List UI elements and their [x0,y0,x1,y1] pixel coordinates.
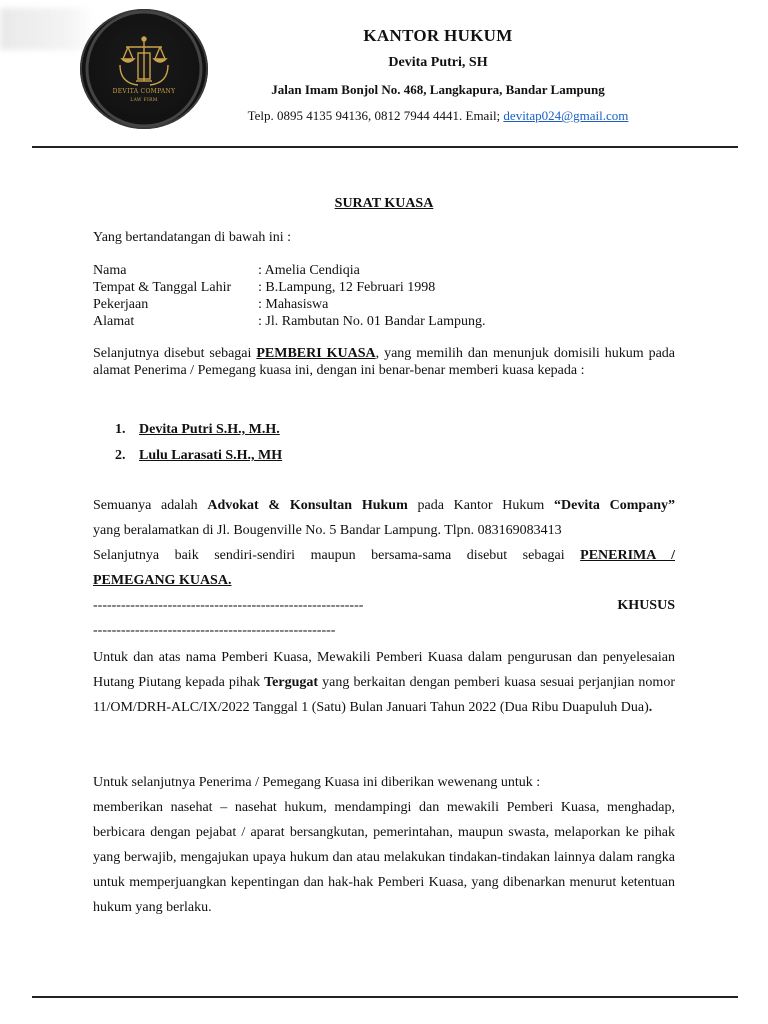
list-item [115,422,282,448]
list-number: 2. [115,448,126,463]
p2-text-b: pada Kantor Hukum [407,498,555,513]
letterhead-name: Devita Putri, SH [388,55,488,70]
p3-text-a: Selanjutnya baik sendiri-sendiri maupun bersama-sama disebut sebagai [93,548,581,563]
p1-text-a: Selanjutnya disebut sebagai [93,346,257,361]
dash-line-2: ---------------------------------------------------- [93,623,336,638]
field-value: : Amelia Cendiqia [258,263,360,278]
field-label: Tempat & Tanggal Lahir [93,280,232,295]
field-label: Pekerjaan [93,297,149,312]
field-label: Nama [93,263,127,278]
email-link[interactable]: devitap024@gmail.com [503,108,629,123]
paragraph-authority: memberikan nasehat – nasehat hukum, mendampingi dan mewakili Pemberi Kuasa, menghadap, berbicara dengan pejabat / aparat bersangkutan, pemerintahan, maupun swasta, melaporkan ke pihak yang berwajib, mengajukan upaya hukum dan atau melakukan tindakan-tindakan lainnya dalam rangka untuk memperjuangkan kepentingan dan hak-hak Pemberi Kuasa, yang dibenarkan menurut ketentuan hukum yang berlaku. [93,800,675,915]
paragraph-advocates [93,493,675,593]
p2-line1 [93,493,675,518]
p4-end: . [648,700,653,715]
paragraph-grantor [93,345,675,379]
p3-penerima: PENERIMA / [580,548,675,563]
field-row [93,296,485,313]
p1-pemberi-kuasa: PEMBERI KUASA [256,346,376,361]
letterhead-title: KANTOR HUKUM [363,26,513,45]
special-separator [93,598,675,614]
logo-company-sub: LAW FIRM [130,98,158,103]
p4-tergugat: Tergugat [264,675,319,690]
recipient-name: Devita Putri S.H., M.H. [139,422,280,437]
special-separator-2 [93,623,675,639]
contact-phones: Telp. 0895 4135 94136, 0812 7944 4441. Email; [247,108,504,123]
field-value: : B.Lampung, 12 Februari 1998 [258,280,436,295]
list-item [115,448,282,474]
p4-text-b: yang berkaitan dengan pemberi kuasa sesuai perjanjian nomor 11/OM/DRH-ALC/IX/2022 Tanggal 1 (Satu) Bulan Januari Tahun 2022 (Dua Ribu Duapuluh Dua) [93,675,675,715]
document-title: SURAT KUASA [334,196,434,211]
p1-text-b: , yang memilih dan menunjuk domisili hukum pada alamat Penerima / Pemegang kuasa ini, dengan ini benar-benar memberi kuasa kepada : [93,346,675,378]
letterhead-address: Jalan Imam Bonjol No. 468, Langkapura, Bandar Lampung [271,82,605,97]
footer-divider [32,996,738,998]
scales-of-justice-icon [80,9,208,129]
recipient-list [115,422,282,474]
recipient-name: Lulu Larasati S.H., MH [139,448,283,463]
dash-line: ---------------------------------------------------------- [93,598,364,613]
header-divider [32,146,738,148]
grantor-details [93,262,485,330]
paragraph-authority-intro: Untuk selanjutnya Penerima / Pemegang Kuasa ini diberikan wewenang untuk : [93,775,541,790]
intro-text: Yang bertandatangan di bawah ini : [93,230,292,245]
p3-pemegang: PEMEGANG KUASA. [93,573,232,588]
p2-company: “Devita Company” [554,498,675,513]
p2-text-a: Semuanya adalah [93,498,208,513]
paragraph-mandate [93,645,675,720]
p4-text-a: Untuk dan atas nama Pemberi Kuasa, Mewakili Pemberi Kuasa dalam pengurusan dan penyelesaian Hutang Piutang kepada pihak [93,650,675,690]
p2-line2: yang beralamatkan di Jl. Bougenville No. 5 Bandar Lampung. Tlpn. 083169083413 [93,523,562,538]
letterhead-contact [228,108,648,124]
list-number: 1. [115,422,126,437]
p3-line1 [93,543,675,568]
field-value: : Mahasiswa [258,297,329,312]
field-row [93,262,485,279]
field-row [93,313,485,330]
khusus-label: KHUSUS [617,598,675,613]
company-logo [80,9,208,129]
logo-company-name: DEVITA COMPANY [112,88,176,95]
field-value: : Jl. Rambutan No. 01 Bandar Lampung. [258,314,486,329]
field-label: Alamat [93,314,135,329]
p2-advokat: Advokat & Konsultan Hukum [207,498,408,513]
field-row [93,279,485,296]
